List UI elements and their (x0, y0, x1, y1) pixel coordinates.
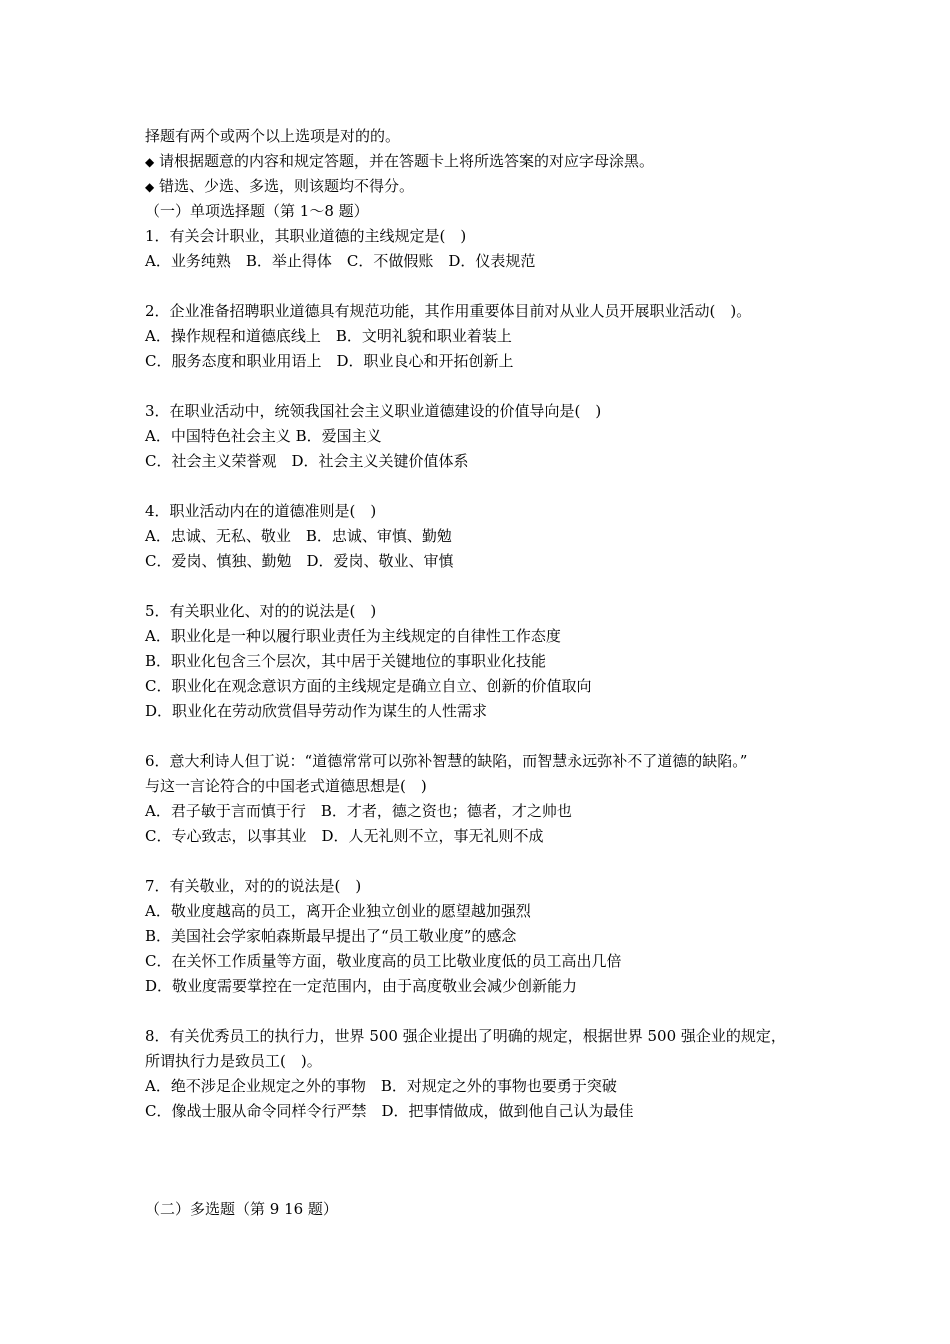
question-options: C．专心致志，以事其业 D．人无礼则不立，事无礼则不成 (145, 827, 544, 845)
intro-bullet-line-2 (145, 174, 825, 199)
section-title-single-choice: （一）单项选择题（第 1～8 题） (145, 202, 369, 220)
question-block (145, 499, 825, 574)
question-block (145, 299, 825, 374)
question-option: B．职业化包含三个层次，其中居于关键地位的事职业化技能 (145, 652, 547, 670)
question-option: A．职业化是一种以履行职业责任为主线规定的自律性工作态度 (145, 627, 561, 645)
spacer (145, 849, 825, 874)
question-block (145, 874, 825, 999)
question-options: A．君子敏于言而慎于行 B．才者，德之资也；德者，才之帅也 (145, 802, 572, 820)
question-block (145, 599, 825, 724)
question-options: A．操作规程和道德底线上 B．文明礼貌和职业着装上 (145, 327, 512, 345)
question-option: A．敬业度越高的员工，离开企业独立创业的愿望越加强烈 (145, 902, 531, 920)
question-stem-continued: 所谓执行力是致员工( )。 (145, 1052, 322, 1070)
question-stem-continued: 与这一言论符合的中国老式道德思想是( ) (145, 777, 427, 795)
question-option: D．职业化在劳动欣赏倡导劳动作为谋生的人性需求 (145, 702, 488, 720)
question-stem: 8．有关优秀员工的执行力，世界 500 强企业提出了明确的规定，根据世界 500 强企业的规定， (145, 1027, 786, 1045)
question-options: A．绝不涉足企业规定之外的事物 B．对规定之外的事物也要勇于突破 (145, 1077, 617, 1095)
question-option: C．职业化在观念意识方面的主线规定是确立自立、创新的价值取向 (145, 677, 592, 695)
section-title-multiple-choice: （二）多选题（第 9 16 题） (145, 1200, 338, 1218)
spacer (145, 574, 825, 599)
question-options: A．业务纯熟 B．举止得体 C．不做假账 D．仪表规范 (145, 252, 536, 270)
question-stem: 6．意大利诗人但丁说：“道德常常可以弥补智慧的缺陷，而智慧永远弥补不了道德的缺陷。” (145, 752, 748, 770)
question-block (145, 749, 825, 849)
question-block (145, 224, 825, 274)
question-option: B．美国社会学家帕森斯最早提出了“员工敬业度”的感念 (145, 927, 517, 945)
question-stem: 7．有关敬业，对的的说法是( ) (145, 877, 362, 895)
intro-line-1: 择题有两个或两个以上选项是对的的。 (145, 127, 401, 145)
intro-rule-text: 请根据题意的内容和规定答题，并在答题卡上将所选答案的对应字母涂黑。 (159, 152, 655, 170)
question-options: A．忠诚、无私、敬业 B．忠诚、审慎、勤勉 (145, 527, 452, 545)
question-stem: 2．企业准备招聘职业道德具有规范功能，其作用重要体目前对从业人员开展职业活动( )。 (145, 302, 752, 320)
document-body (145, 124, 825, 1124)
question-block (145, 399, 825, 474)
diamond-bullet-icon: ◆ (145, 180, 155, 194)
question-options: C．爱岗、慎独、勤勉 D．爱岗、敬业、审慎 (145, 552, 454, 570)
question-options: A．中国特色社会主义 B．爱国主义 (145, 427, 382, 445)
question-option: C．在关怀工作质量等方面，敬业度高的员工比敬业度低的员工高出几倍 (145, 952, 622, 970)
spacer (145, 374, 825, 399)
question-stem: 5．有关职业化、对的的说法是( ) (145, 602, 377, 620)
question-block (145, 1024, 825, 1124)
intro-bullet-line-1 (145, 149, 825, 174)
spacer (145, 724, 825, 749)
spacer (145, 999, 825, 1024)
question-options: C．社会主义荣誉观 D．社会主义关键价值体系 (145, 452, 469, 470)
spacer (145, 274, 825, 299)
question-options: C．像战士服从命令同样令行严禁 D．把事情做成，做到他自己认为最佳 (145, 1102, 634, 1120)
question-stem: 3．在职业活动中，统领我国社会主义职业道德建设的价值导向是( ) (145, 402, 602, 420)
question-option: D．敬业度需要掌控在一定范围内，由于高度敬业会减少创新能力 (145, 977, 578, 995)
diamond-bullet-icon: ◆ (145, 155, 155, 169)
question-stem: 4．职业活动内在的道德准则是( ) (145, 502, 377, 520)
question-stem: 1．有关会计职业，其职业道德的主线规定是( ) (145, 227, 467, 245)
spacer (145, 474, 825, 499)
intro-rule-text: 错选、少选、多选，则该题均不得分。 (159, 177, 415, 195)
question-options: C．服务态度和职业用语上 D．职业良心和开拓创新上 (145, 352, 514, 370)
